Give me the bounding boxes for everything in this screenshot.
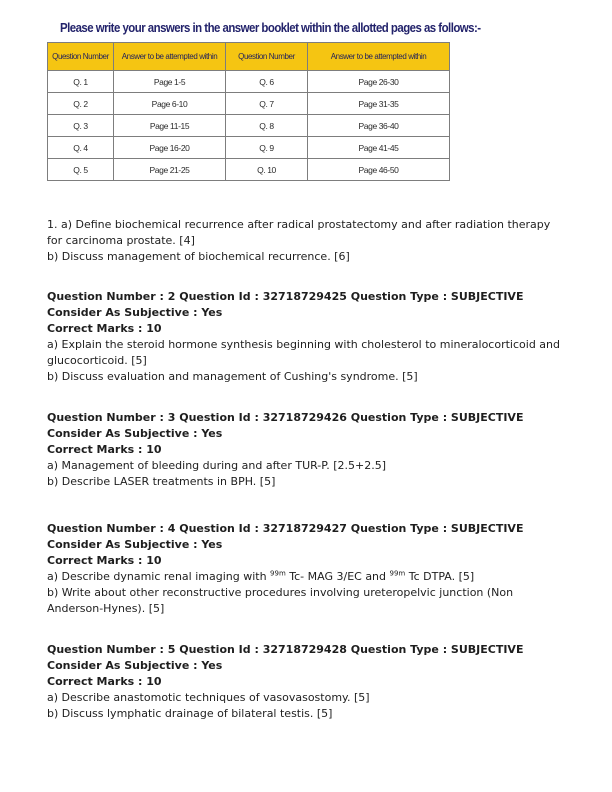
isotope-superscript: 99m	[270, 569, 286, 578]
instructions-heading: Please write your answers in the answer booklet within the allotted pages as follows:-	[60, 20, 481, 35]
question-2	[47, 289, 561, 385]
question-cell: Q. 5	[48, 159, 114, 181]
page-allocation-table	[47, 42, 450, 181]
question-3	[47, 410, 561, 490]
question-header: Question Number : 5 Question Id : 32718729428 Question Type : SUBJECTIVE Consider As Subjective : Yes	[47, 643, 524, 672]
pages-cell: Page 1-5	[114, 71, 226, 93]
question-header: Question Number : 2 Question Id : 32718729425 Question Type : SUBJECTIVE Consider As Subjective : Yes	[47, 290, 524, 319]
question-cell: Q. 4	[48, 137, 114, 159]
question-part-a: 1. a) Define biochemical recurrence after radical prostatectomy and after radiation therapy for carcinoma prostate. [4]	[47, 218, 551, 247]
question-cell: Q. 6	[226, 71, 308, 93]
pages-cell: Page 16-20	[114, 137, 226, 159]
part-a-text: Tc DTPA. [5]	[405, 570, 475, 583]
question-part-b: b) Discuss lymphatic drainage of bilateral testis. [5]	[47, 707, 333, 720]
correct-marks: Correct Marks : 10	[47, 443, 162, 456]
part-a-text: a) Describe dynamic renal imaging with	[47, 570, 271, 583]
table-row	[48, 93, 450, 115]
question-cell: Q. 2	[48, 93, 114, 115]
question-1	[47, 217, 561, 265]
pages-cell: Page 26-30	[308, 71, 450, 93]
table-header-row	[48, 43, 450, 71]
isotope-superscript: 99m	[389, 569, 406, 578]
table-row	[48, 159, 450, 181]
pages-cell: Page 21-25	[114, 159, 226, 181]
question-part-b: b) Discuss management of biochemical recurrence. [6]	[47, 250, 350, 263]
question-part-a: a) Describe anastomotic techniques of vasovasostomy. [5]	[47, 691, 370, 704]
header-question-number: Question Number	[48, 43, 114, 71]
question-part-b: b) Write about other reconstructive procedures involving ureteropelvic junction (Non Anderson-Hynes). [5]	[47, 586, 514, 615]
pages-cell: Page 41-45	[308, 137, 450, 159]
question-header: Question Number : 4 Question Id : 32718729427 Question Type : SUBJECTIVE Consider As Subjective : Yes	[47, 522, 524, 551]
header-answer-within: Answer to be attempted within	[308, 43, 450, 71]
question-cell: Q. 1	[48, 71, 114, 93]
pages-cell: Page 31-35	[308, 93, 450, 115]
question-header: Question Number : 3 Question Id : 32718729426 Question Type : SUBJECTIVE Consider As Subjective : Yes	[47, 411, 524, 440]
pages-cell: Page 36-40	[308, 115, 450, 137]
question-part-a: a) Explain the steroid hormone synthesis beginning with cholesterol to mineralocorticoid and glucocorticoid. [5]	[47, 338, 560, 367]
correct-marks: Correct Marks : 10	[47, 675, 162, 688]
question-4	[47, 521, 561, 617]
header-answer-within: Answer to be attempted within	[114, 43, 226, 71]
table-row	[48, 115, 450, 137]
table-row	[48, 71, 450, 93]
question-part-b: b) Describe LASER treatments in BPH. [5]	[47, 475, 276, 488]
question-part-a: a) Management of bleeding during and after TUR-P. [2.5+2.5]	[47, 459, 386, 472]
pages-cell: Page 11-15	[114, 115, 226, 137]
pages-cell: Page 46-50	[308, 159, 450, 181]
question-cell: Q. 9	[226, 137, 308, 159]
correct-marks: Correct Marks : 10	[47, 322, 162, 335]
question-part-a	[47, 569, 561, 585]
question-5	[47, 642, 561, 722]
question-cell: Q. 8	[226, 115, 308, 137]
question-cell: Q. 7	[226, 93, 308, 115]
table-row	[48, 137, 450, 159]
question-content	[47, 217, 561, 747]
correct-marks: Correct Marks : 10	[47, 554, 162, 567]
pages-cell: Page 6-10	[114, 93, 226, 115]
part-a-text: Tc- MAG 3/EC and	[285, 570, 390, 583]
question-cell: Q. 3	[48, 115, 114, 137]
header-question-number: Question Number	[226, 43, 308, 71]
question-part-b: b) Discuss evaluation and management of Cushing's syndrome. [5]	[47, 370, 418, 383]
question-cell: Q. 10	[226, 159, 308, 181]
